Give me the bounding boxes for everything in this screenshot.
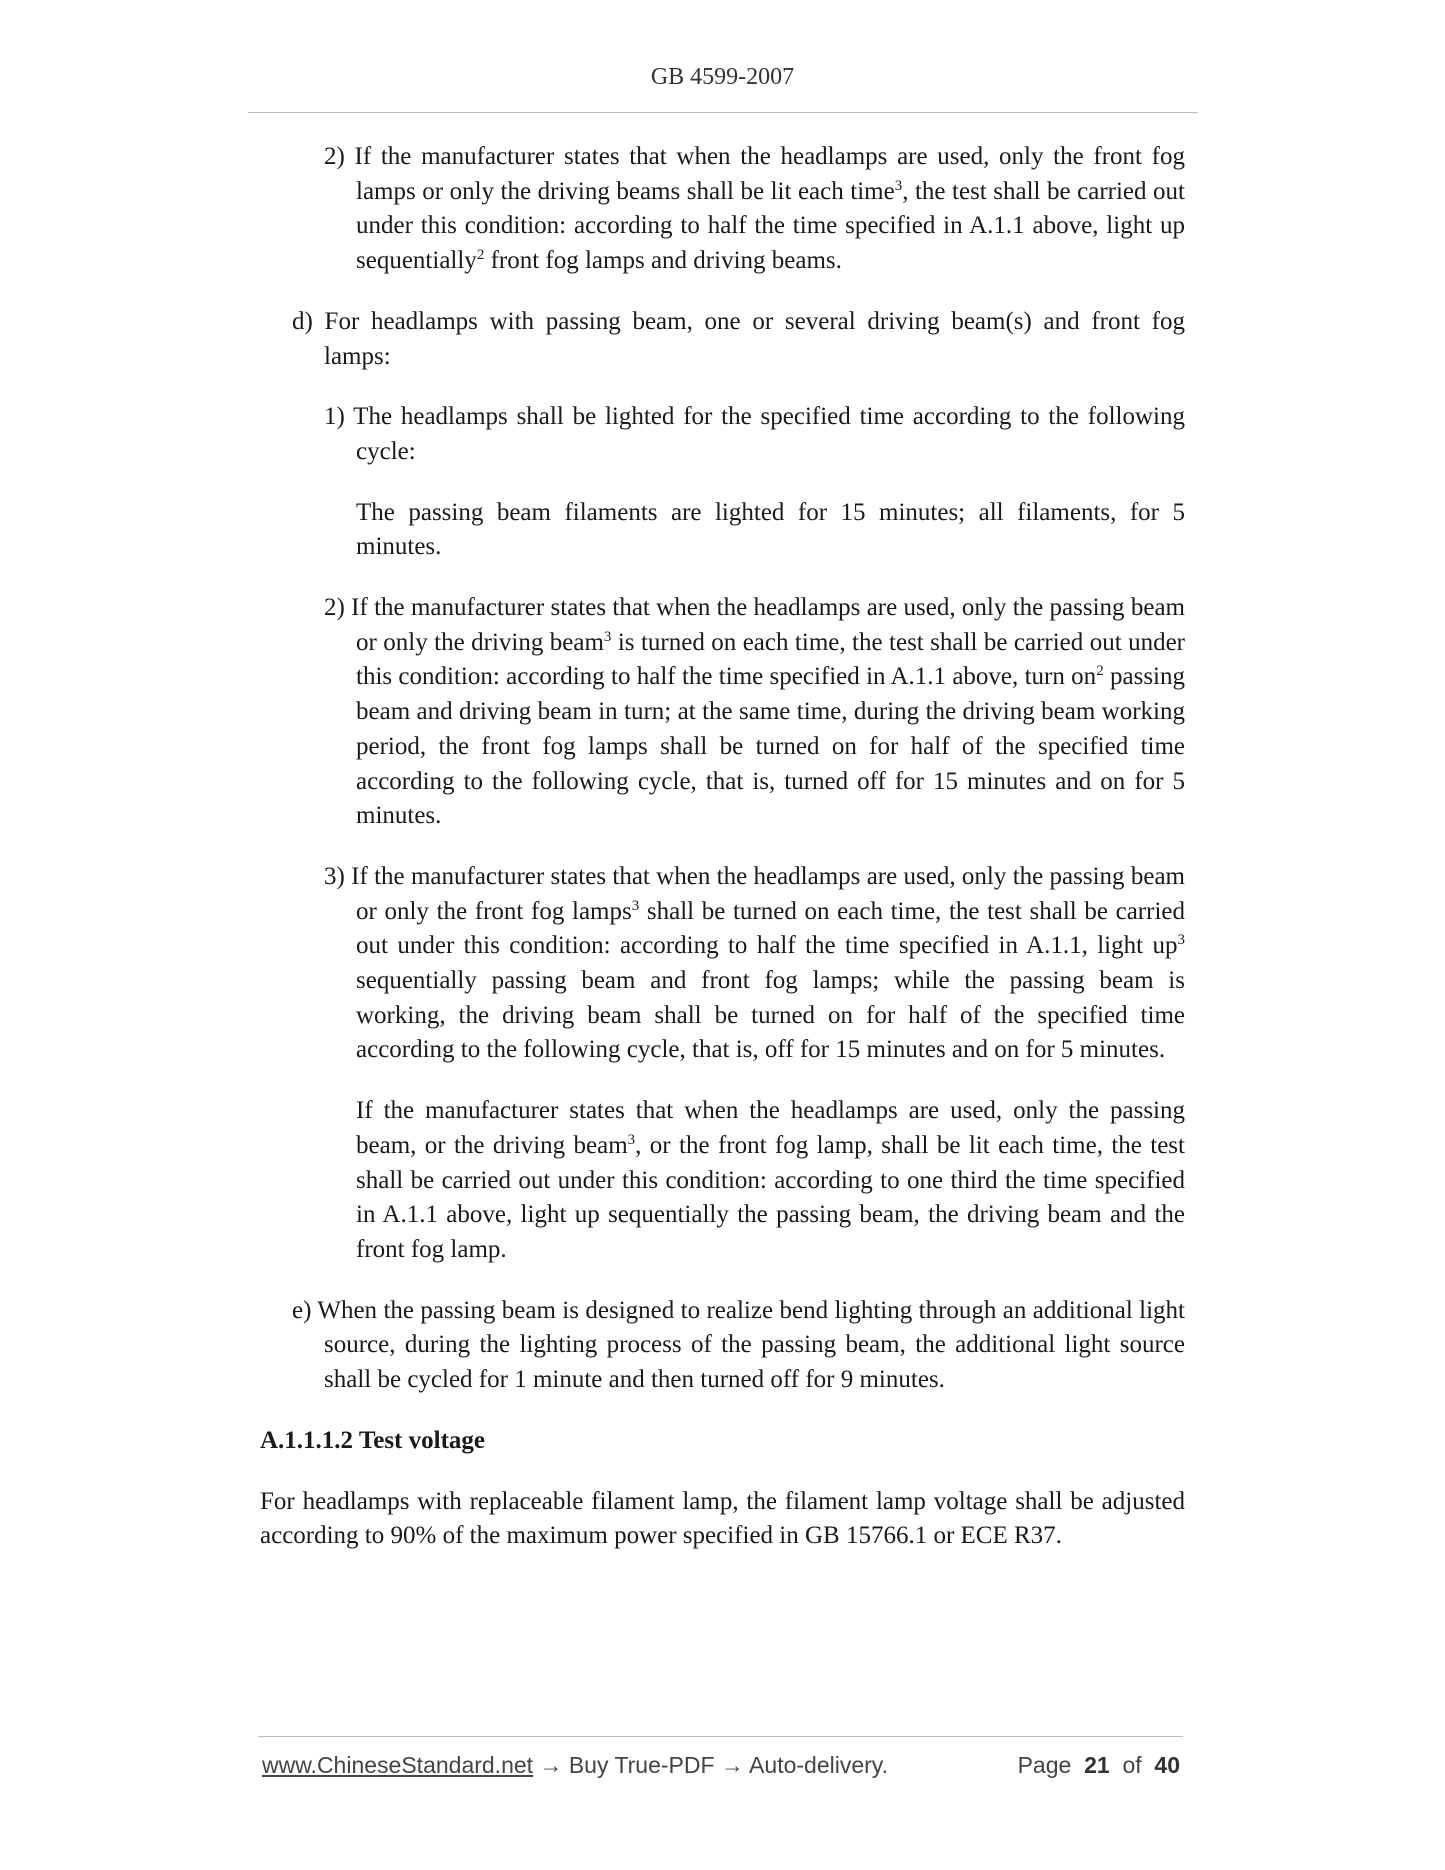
footer-promo-text: → Buy True-PDF → Auto-delivery. [533,1752,888,1778]
footer-promo [262,1752,888,1779]
item-d1-paragraph: The passing beam filaments are lighted for 15 minutes; all filaments, for 5 minutes. [356,498,1185,561]
item-d3 [260,860,1185,1068]
item-c2-text-a: 2) If the manufacturer states that when the headlamps are used, only the front fog lamps or only the driving beams shall be lit each time [324,143,1185,205]
current-page: 21 [1084,1752,1110,1778]
footer-divider [258,1736,1183,1737]
item-c2-text-b: , the test shall be carried out under this condition: according to half the time specified in A.1.1 above, light up sequentially [356,177,1185,275]
item-d3-text-c: sequentially passing beam and front fog lamps; while the passing beam is working, the driving beam shall be turned on for half of the specified time according to the following cycle, that is, off for 15 minutes and on for 5 minutes. [356,967,1185,1064]
footnote-ref: 3 [627,1131,636,1148]
item-c2 [260,140,1185,279]
footnote-ref: 2 [1096,663,1104,680]
total-pages: 40 [1154,1752,1180,1778]
item-c2-text-c: front fog lamps and driving beams. [484,247,842,275]
page-label: Page [1017,1752,1072,1778]
footnote-ref: 3 [603,628,612,645]
page-header-title: GB 4599-2007 [650,64,795,90]
page-footer [262,1752,1180,1786]
item-d3p-text-b: , or the front fog lamp, shall be lit each time, the test shall be carried out under this condition: according to one third the time specified in A.1.1 above, light up sequentially the passing beam, the driving beam and the front fog lamp. [356,1131,1185,1263]
item-d3-paragraph [260,1094,1185,1268]
section-heading: A.1.1.1.2 Test voltage [260,1426,485,1454]
page-number [1018,1752,1180,1779]
section-paragraph: For headlamps with replaceable filament lamp, the filament lamp voltage shall be adjusted according to 90% of the maximum power specified in GB 15766.1 or ECE R37. [260,1487,1185,1550]
header-divider [248,112,1198,113]
of-label: of [1122,1752,1142,1778]
item-d: d) For headlamps with passing beam, one or several driving beam(s) and front fog lamps: [292,307,1185,370]
footnote-ref: 3 [1177,932,1185,949]
item-d2-text-a: 2) If the manufacturer states that when the headlamps are used, only the passing beam or only the driving beam [324,594,1185,656]
item-d1: 1) The headlamps shall be lighted for the specified time according to the following cycle: [324,403,1185,465]
footnote-ref: 2 [476,247,485,264]
item-d2-text-c: passing beam and driving beam in turn; at the same time, during the driving beam working period, the front fog lamps shall be turned on for half of the specified time according to the following cycle, that is, turned off for 15 minutes and on for 5 minutes. [356,663,1186,830]
item-d3-text-b: shall be turned on each time, the test shall be carried out under this condition: according to half the time specified in A.1.1, light up [356,897,1186,960]
item-d3p-text-a: If the manufacturer states that when the headlamps are used, only the passing beam, or the driving beam [356,1097,1185,1159]
item-e: e) When the passing beam is designed to realize bend lighting through an additional light source, during the lighting process of the passing beam, the additional light source shall be cycled for 1 minute and then turned off for 9 minutes. [292,1296,1185,1394]
document-body [260,140,1185,1554]
item-d2 [260,591,1185,834]
item-d3-text-a: 3) If the manufacturer states that when the headlamps are used, only the passing beam or only the front fog lamps [324,862,1185,925]
website-link[interactable]: www.ChineseStandard.net [262,1752,534,1778]
footnote-ref: 3 [631,897,640,914]
footnote-ref: 3 [894,177,903,194]
item-d2-text-b: is turned on each time, the test shall be carried out under this condition: according to half the time specified in A.1.1 above, turn on [356,628,1185,691]
